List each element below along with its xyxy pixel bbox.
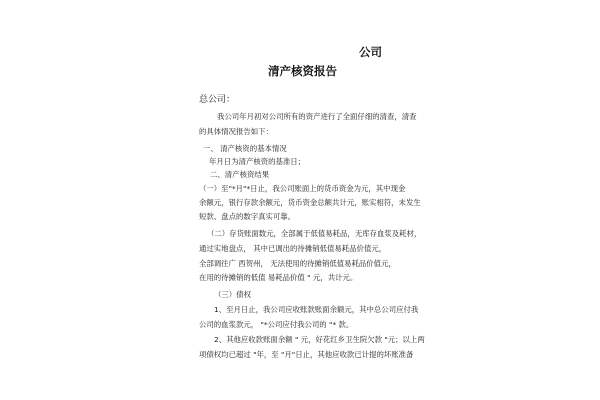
body-line: （一）至"*月"*日止，我公司账面上的货币资金为元，其中现金 [199, 184, 406, 193]
body-line: 全部调往广 西贺州， 无法使用的待摊销低值易耗品价值元， [199, 259, 396, 268]
body-line: 的具体情况报告如下： [199, 127, 273, 136]
body-line: 余额元，银行存款余额元，货币资金总额共计元，账实相符，未发生 [199, 198, 421, 207]
body-line: 公司的血浆款元， "*公司应付我公司的 "* 款。 [199, 320, 354, 329]
body-line: 1、至月日止，我公司应收账款账面余额元，其中总公司应付我 [214, 305, 419, 314]
section-heading: 一、 清产核资的基本情况 [203, 144, 287, 153]
section-heading: 二、清产核资结果 [210, 170, 270, 179]
company-heading: 公司 [359, 45, 382, 59]
body-line: 项债权均已超过 "年，至 "月"日止，其他应收款已计提的坏账准备 [199, 350, 414, 359]
body-line: 通过实地盘点， 其中已调出的待摊销低值易耗品价值元， [199, 244, 387, 253]
salutation: 总公司： [199, 95, 236, 105]
section-heading: （三）债权 [214, 290, 251, 299]
body-line: 短款、盘点的数字真实可靠。 [199, 212, 296, 221]
body-line: 我公司年月初对公司所有的资产进行了全面仔细的清查，清查 [217, 112, 417, 121]
body-line: 2、其他应收款账面余额 " 元，好花红乡卫生院欠款 "元；以上两 [214, 335, 425, 344]
body-line: 年月日为清产核资的基准日； [209, 157, 306, 166]
body-line: 在用的待摊销的低值 易耗品价值 " 元，共计元。 [199, 273, 358, 282]
report-title: 清产核资报告 [268, 64, 337, 78]
body-line: （二）存货账面数元，全部属于低值易耗品，无库存血浆及耗材， [207, 229, 422, 238]
